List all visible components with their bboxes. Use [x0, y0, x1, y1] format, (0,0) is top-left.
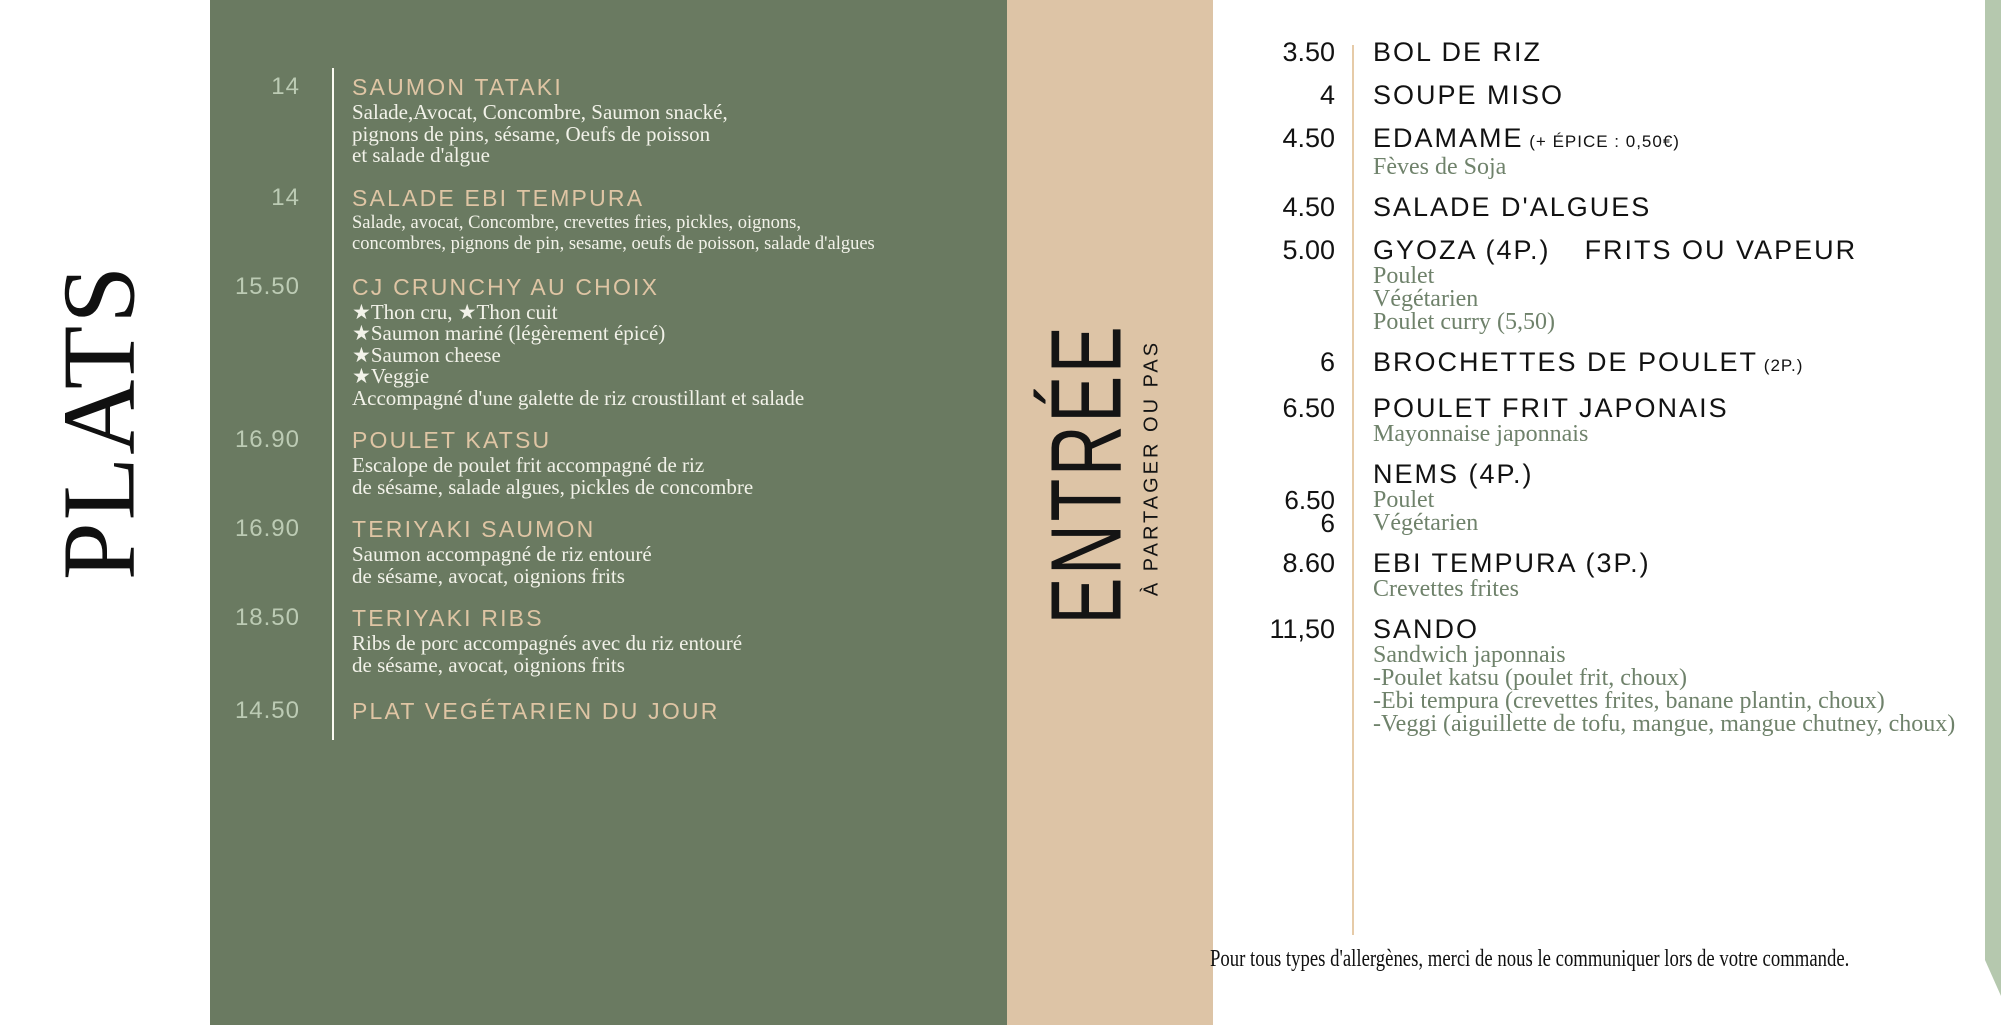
item-description-line: Poulet curry (5,50): [1373, 309, 1555, 335]
menu-item: [1213, 81, 1985, 110]
item-price: 16.90: [234, 515, 300, 542]
item-content: [300, 425, 1007, 498]
item-description-line: Mayonnaise japonnais: [1373, 421, 1589, 447]
item-content: [300, 603, 1007, 676]
item-content: [1335, 348, 1985, 380]
item-description-line: Poulet: [1373, 263, 1435, 289]
item-title: BOL DE RIZ: [1373, 37, 1543, 67]
menu-item: [210, 72, 1007, 167]
item-title: SAUMON TATAKI: [352, 74, 563, 100]
item-title: SALADE EBI TEMPURA: [352, 184, 645, 211]
menu-item: [210, 603, 1007, 676]
plats-section-title: PLATS: [41, 263, 157, 581]
item-content: [300, 183, 1007, 256]
item-description-line: Salade,Avocat, Concombre, Saumon snacké,: [352, 100, 728, 124]
item-title-note: (+ ÉPICE : 0,50€): [1523, 132, 1680, 151]
menu-item: [210, 514, 1007, 587]
plats-panel: [210, 0, 1007, 1025]
item-description-line: pignons de pins, sésame, Oeufs de poisson: [352, 121, 711, 146]
entree-section-title: ENTRÉE: [1030, 323, 1143, 625]
entree-section-subtitle: À PARTAGER OU PAS: [1140, 339, 1163, 597]
item-price: 4.50: [1282, 123, 1335, 153]
item-title: NEMS (4P.): [1373, 459, 1534, 489]
item-price: 3.50: [1282, 37, 1335, 67]
item-title: POULET FRIT JAPONAIS: [1373, 393, 1729, 423]
item-title: SANDO: [1373, 614, 1480, 644]
item-price: [1213, 460, 1335, 538]
item-description-line: Salade, avocat, Concombre, crevettes fries, pickles, oignons,: [352, 212, 801, 233]
item-title: EBI TEMPURA (3P.): [1373, 548, 1651, 578]
menu-item: [1213, 348, 1985, 380]
menu-item: [210, 425, 1007, 498]
item-description-line: et salade d'algue: [352, 143, 490, 167]
plats-label-column: [0, 0, 210, 1025]
item-content: [1335, 193, 1985, 222]
item-title: POULET KATSU: [352, 427, 552, 453]
item-description-line: Sandwich japonnais: [1373, 642, 1566, 668]
item-content: [1335, 394, 1985, 446]
item-description-line: ★Saumon mariné (légèrement épicé): [352, 321, 666, 345]
item-title: TERIYAKI RIBS: [352, 605, 544, 631]
item-content: [1335, 460, 1985, 535]
entree-panel: [1210, 0, 1985, 1025]
item-content: [1335, 549, 1985, 601]
item-price: 8.60: [1282, 548, 1335, 578]
item-description-line: ★Veggie: [352, 364, 430, 388]
item-title: CJ CRUNCHY AU CHOIX: [352, 273, 660, 300]
item-content: [300, 514, 1007, 587]
item-price: 6.50: [1282, 393, 1335, 423]
item-content: [300, 696, 1007, 726]
item-title: PLAT VEGÉTARIEN DU JOUR: [352, 698, 720, 724]
item-title: BROCHETTES DE POULET (2P.): [1373, 347, 1804, 377]
item-price: 15.50: [234, 272, 300, 300]
plats-item-list: [210, 72, 1007, 742]
item-description-line: concombres, pignons de pin, sesame, oeufs de poisson, salade d'algues: [352, 234, 875, 254]
item-description-line: Crevettes frites: [1373, 576, 1519, 602]
item-title: GYOZA (4P.) FRITS OU VAPEUR: [1373, 235, 1858, 265]
item-description-line: -Veggi (aiguillette de tofu, mangue, mangue chutney, choux): [1373, 711, 1956, 737]
menu-item: [1213, 236, 1985, 334]
item-title: SALADE D'ALGUES: [1373, 192, 1652, 222]
item-title: EDAMAME (+ ÉPICE : 0,50€): [1373, 123, 1680, 153]
item-description-line: Végétarien: [1373, 510, 1479, 536]
item-price-line: 6: [1320, 508, 1335, 538]
entree-banner: [1007, 0, 1213, 1025]
item-content: [300, 272, 1007, 410]
item-content: [300, 72, 1007, 167]
item-content: [1335, 81, 1985, 110]
item-price: 16.90: [234, 426, 300, 453]
item-description-line: Végétarien: [1373, 286, 1479, 312]
item-description-line: ★Saumon cheese: [352, 342, 501, 367]
item-price: 4.50: [1282, 192, 1335, 222]
item-description-line: Poulet: [1373, 487, 1435, 513]
item-description-line: Escalope de poulet frit accompagné de riz: [352, 453, 705, 477]
item-content: [1335, 615, 1985, 736]
item-price: 4: [1319, 80, 1335, 110]
menu-item: [210, 696, 1007, 726]
item-description-line: -Poulet katsu (poulet frit, choux): [1373, 665, 1687, 691]
item-description-line: Accompagné d'une galette de riz croustillant et salade: [352, 385, 805, 410]
item-title-secondary: FRITS OU VAPEUR: [1584, 235, 1858, 265]
menu-item: [210, 272, 1007, 410]
item-price: 18.50: [234, 604, 300, 631]
item-description-line: Saumon accompagné de riz entouré: [352, 542, 652, 566]
item-description-line: de sésame, avocat, oignions frits: [352, 563, 625, 588]
item-price: 14: [271, 73, 300, 100]
item-price: 14: [271, 183, 300, 211]
item-description-line: Fèves de Soja: [1373, 154, 1507, 180]
item-content: [1335, 124, 1985, 179]
menu-item: [1213, 549, 1985, 601]
item-price: 6: [1319, 347, 1335, 377]
item-title-note: (2P.): [1758, 356, 1804, 375]
menu-item: [1213, 394, 1985, 446]
allergen-note: Pour tous types d'allergènes, merci de nous le communiquer lors de votre commande.: [1210, 946, 1850, 972]
item-price-line: 6.50: [1284, 485, 1335, 515]
menu-item: [210, 183, 1007, 256]
item-description-line: de sésame, salade algues, pickles de concombre: [352, 474, 754, 499]
item-price: 14.50: [234, 697, 300, 724]
item-title: TERIYAKI SAUMON: [352, 516, 596, 542]
menu-item: [1213, 193, 1985, 222]
item-price: 11,50: [1269, 614, 1335, 644]
entree-item-list: [1213, 38, 1985, 750]
item-description-line: -Ebi tempura (crevettes frites, banane plantin, choux): [1373, 688, 1885, 714]
item-title: SOUPE MISO: [1373, 80, 1565, 110]
item-content: [1335, 38, 1985, 67]
menu-item: [1213, 38, 1985, 67]
right-edge-ribbon: [1985, 0, 2001, 996]
item-price: 5.00: [1282, 235, 1335, 265]
item-description-line: ★Thon cru, ★Thon cuit: [352, 299, 558, 324]
menu-item: [1213, 124, 1985, 179]
item-content: [1335, 236, 1985, 334]
item-description-line: de sésame, avocat, oignions frits: [352, 652, 625, 677]
menu-item: [1213, 615, 1985, 736]
item-description-line: Ribs de porc accompagnés avec du riz entouré: [352, 631, 743, 655]
menu-item: [1213, 459, 1985, 538]
